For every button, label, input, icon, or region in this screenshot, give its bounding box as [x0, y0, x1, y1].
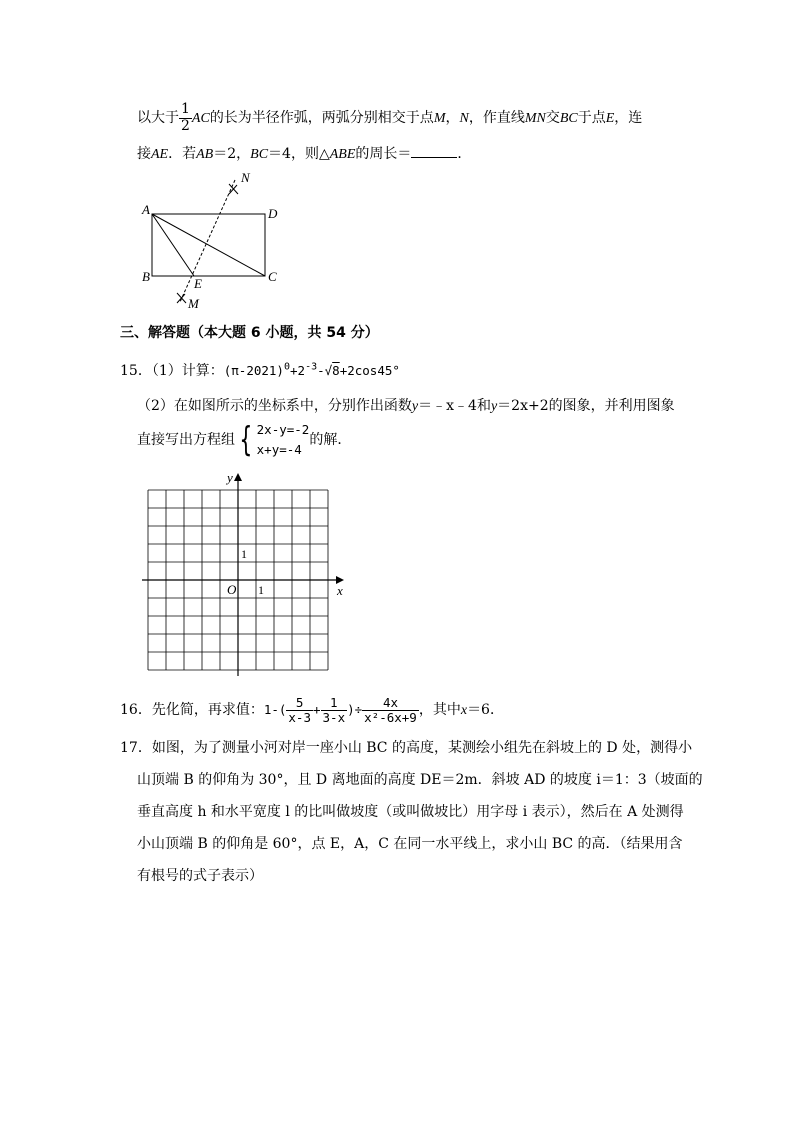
x-axis-label: x — [337, 583, 343, 598]
sqrt-symbol: √ — [324, 363, 333, 378]
x-tick-1: 1 — [258, 583, 264, 597]
y-axis-arrow — [234, 473, 242, 481]
q17-line-4: 小山顶端 B 的仰角是 60°，点 E，A，C 在同一水平线上，求小山 BC 的高．（结果用含 — [137, 836, 683, 852]
q16: 16．先化简，再求值：1-( $\frac{5}{x-3}$ + $\frac{1}{3-x}$ )÷ $\frac{4x}{\text{x²-6x+9}}$ ，其中x＝6． — [120, 694, 504, 725]
q14-line1: 以大于 $\frac{1}{2}$ AC的长为半径作弧，两弧分别相交于点M，N，作直线MN交BC于点E，连 — [137, 101, 643, 134]
fraction-3: $\frac{4x}{\text{x²-6x+9}}$ — [364, 694, 417, 725]
coordinate-grid — [138, 468, 353, 678]
arc-mark-m — [177, 293, 186, 303]
q15-part2-line1: （2）在如图所示的坐标系中，分别作出函数y＝﹣x﹣4和y＝2x+2的图象，并利用图象 — [137, 398, 675, 414]
line-mn — [180, 180, 235, 302]
brace-symbol: { — [239, 420, 253, 460]
equation-system: 2x-y=-2 x+y=-4 — [256, 422, 310, 457]
label-d: D — [268, 206, 278, 221]
q17-line-2: 山顶端 B 的仰角为 30°，且 D 离地面的高度 DE＝2m．斜坡 AD 的坡度 i＝1：3（坡面的 — [137, 772, 703, 788]
q17-line-3: 垂直高度 h 和水平宽度 l 的比叫做坡度（或叫做坡比）用字母 i 表示），然后在 A 处测得 — [137, 804, 684, 820]
q17-line-5: 有根号的式子表示） — [137, 868, 263, 884]
origin-label: O — [227, 582, 237, 597]
label-b: B — [142, 269, 150, 284]
q17-line-1: 17．如图，为了测量小河对岸一座小山 BC 的高度，某测绘小组先在斜坡上的 D 处，测得小 — [120, 740, 693, 756]
arc-mark-n — [229, 184, 238, 194]
label-e: E — [194, 276, 202, 291]
fraction-2: $\frac{1}{3-x}$ — [322, 694, 346, 725]
segment-ae — [152, 214, 194, 276]
y-tick-1: 1 — [241, 547, 247, 561]
y-axis-label: y — [227, 470, 233, 485]
diagonal-ac — [152, 214, 265, 276]
label-n: N — [241, 170, 250, 185]
section-heading: 三、解答题（本大题 6 小题，共 54 分） — [120, 325, 379, 341]
label-c: C — [268, 269, 277, 284]
fraction-1: $\frac{5}{x-3}$ — [288, 694, 311, 725]
rectangle-figure — [130, 170, 290, 315]
q15-part2-line2: 直接写出方程组 { 2x-y=-2 x+y=-4 的解． — [137, 420, 352, 460]
label-a: A — [142, 202, 150, 217]
q15-part1: 15．（1）计算：$(\pi-2021)^0+2^{-3}-√8+2\cos 45^\circ$ — [120, 361, 400, 379]
label-m: M — [188, 296, 199, 311]
q14-line2: 接AE．若AB＝2，BC＝4，则△ABE的周长＝ ． — [137, 146, 472, 162]
answer-blank — [411, 145, 457, 158]
q14-fraction: $\frac{1}{2}$ — [181, 101, 190, 134]
